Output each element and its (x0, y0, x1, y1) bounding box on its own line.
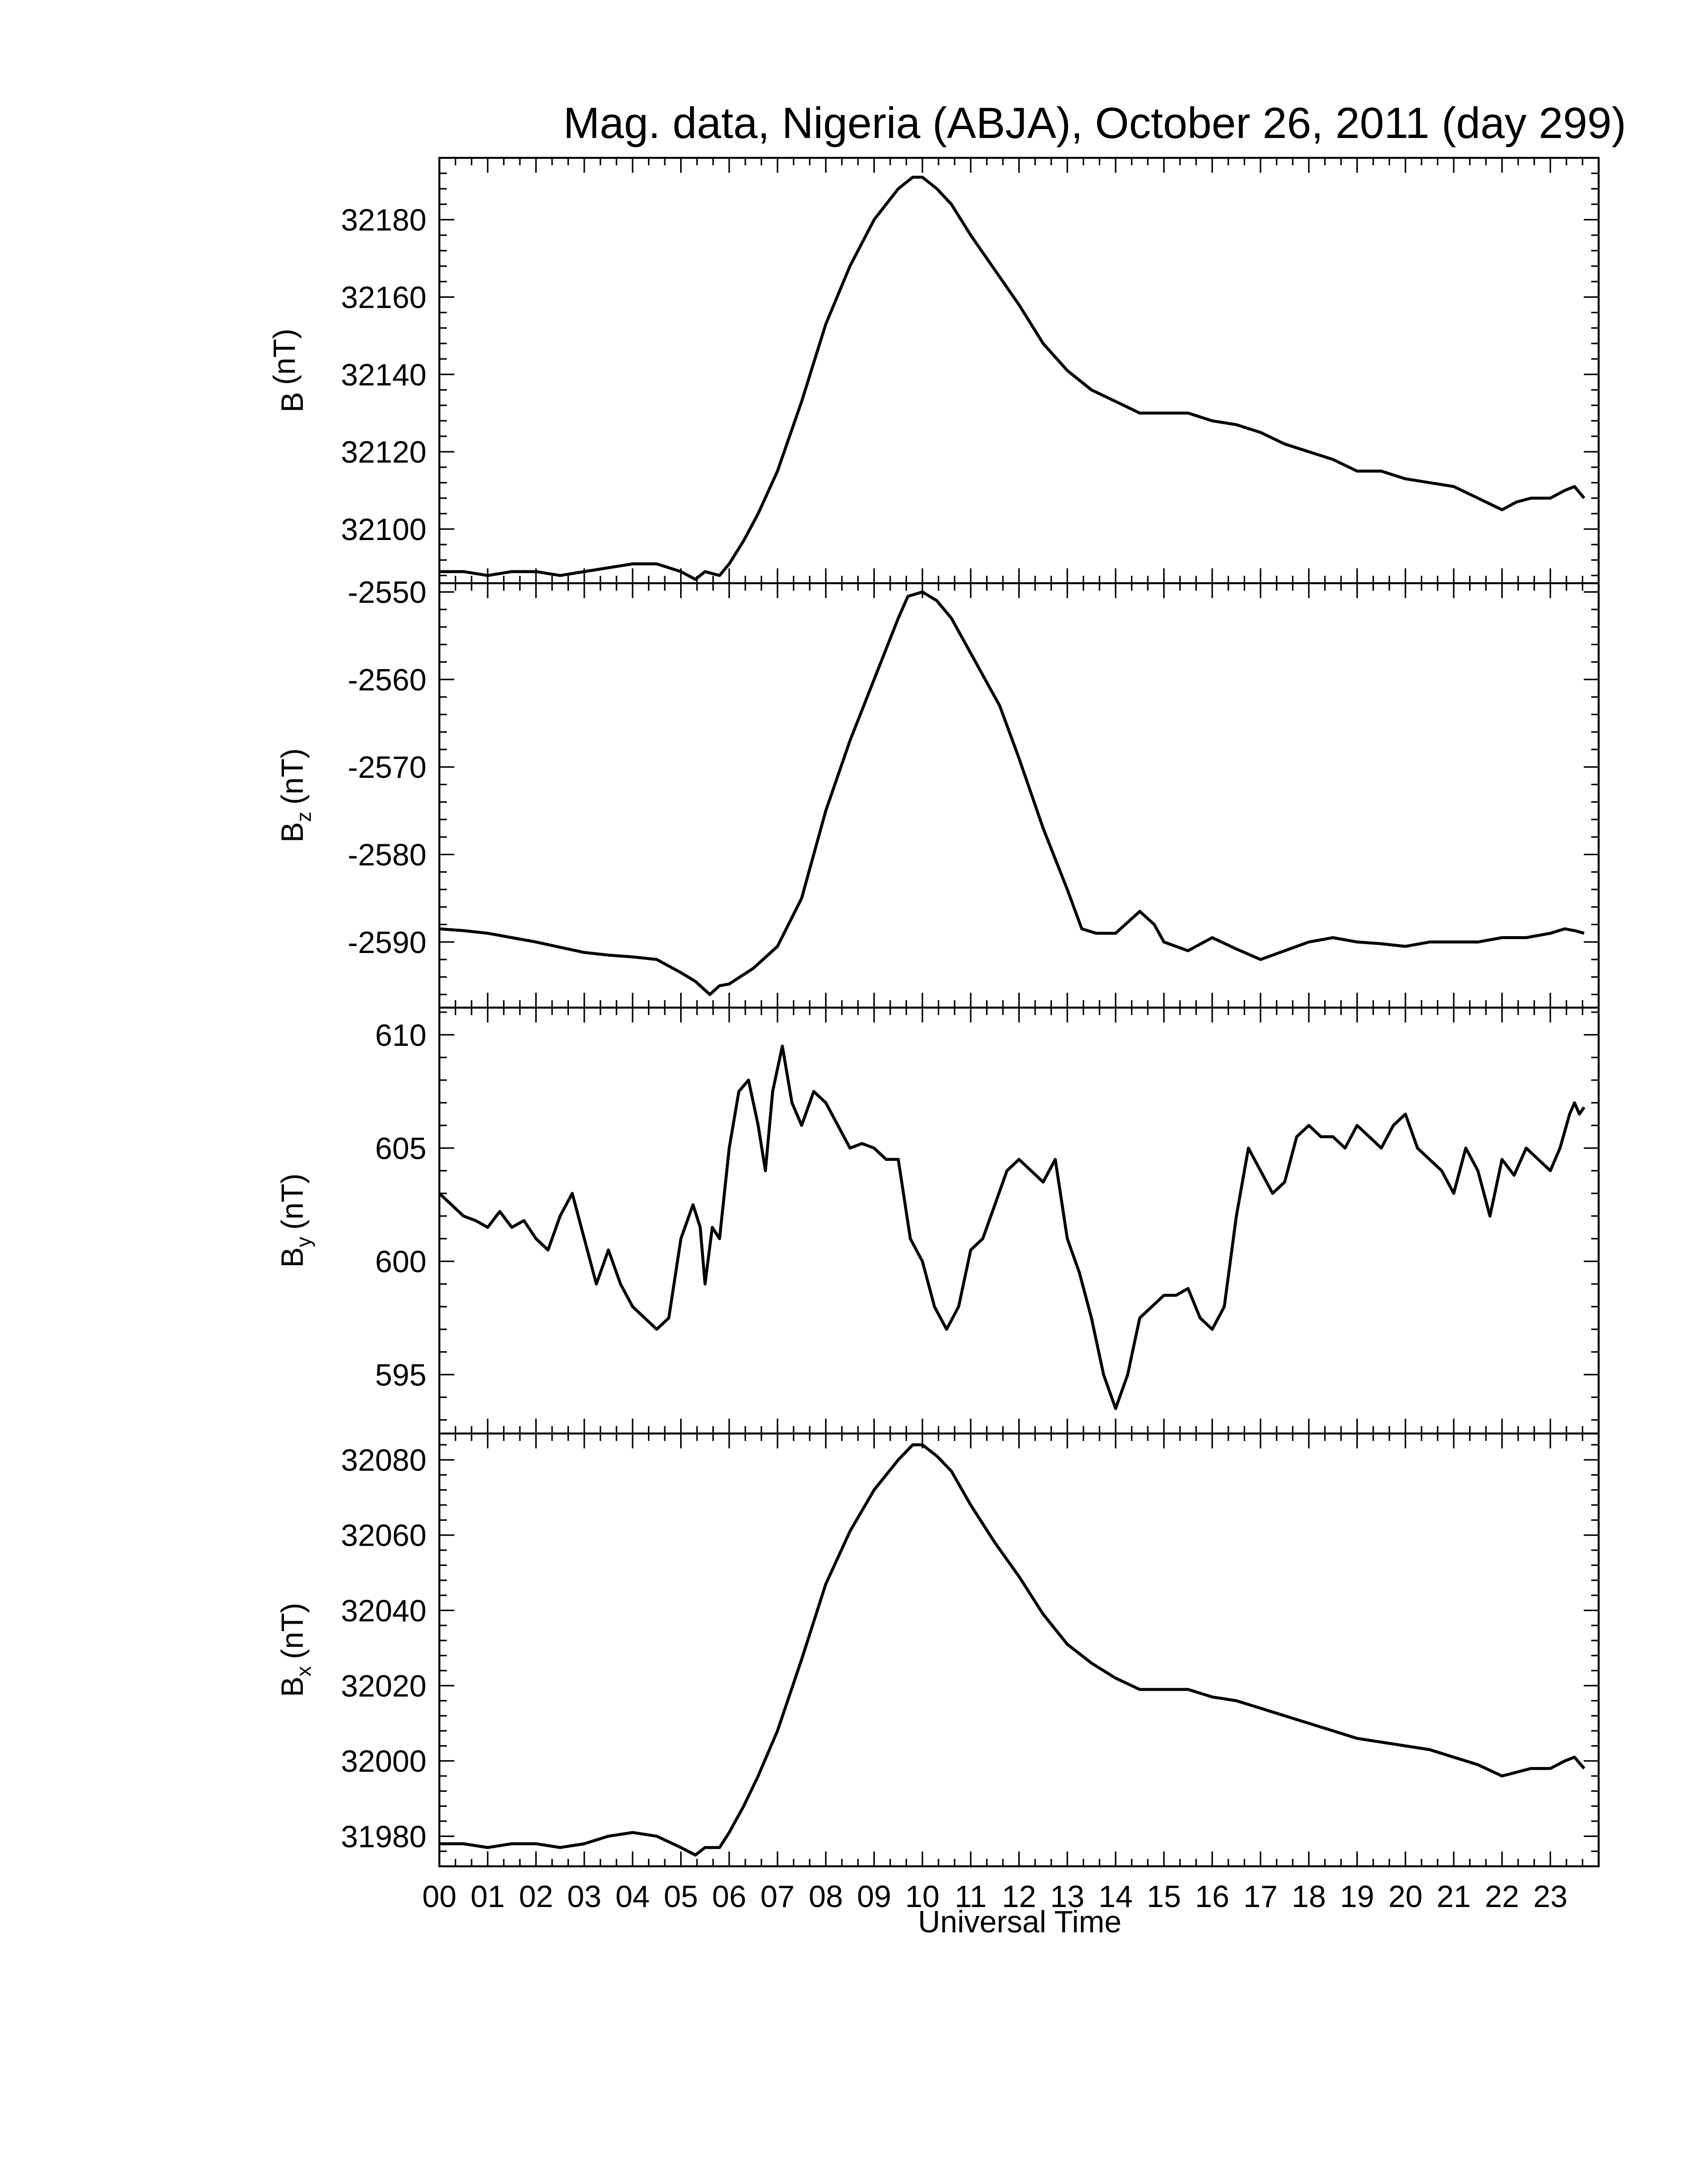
panel-by-series-line (439, 1046, 1584, 1409)
y-tick-label: 32060 (341, 1518, 426, 1553)
panel-bx-y-axis-main: B (276, 1676, 310, 1698)
panel-by-y-tick-labels (375, 1019, 426, 1393)
panel-b-y-axis-unit: (nT) (268, 328, 302, 385)
panel-bz (276, 576, 1599, 1008)
x-tick-label: 09 (857, 1880, 892, 1914)
x-tick-label: 00 (422, 1880, 457, 1914)
panel-bz-y-axis-sub: z (292, 812, 315, 822)
y-tick-label: 610 (375, 1018, 426, 1053)
x-tick-label: 13 (1050, 1880, 1085, 1914)
x-tick-label: 15 (1146, 1880, 1181, 1914)
y-tick-label: 32100 (341, 512, 426, 547)
x-tick-label: 22 (1484, 1880, 1519, 1914)
x-tick-label: 06 (712, 1880, 747, 1914)
panel-bz-series-line (439, 592, 1584, 995)
y-tick-label: -2550 (348, 575, 426, 610)
panel-by-y-axis-sub: y (292, 1236, 315, 1247)
panel-bz-y-axis-unit: (nT) (276, 748, 310, 805)
panel-by-frame (439, 1008, 1599, 1433)
panel-by-ticks (439, 1008, 1599, 1433)
panel-bx-y-tick-labels (341, 1443, 426, 1854)
x-tick-label: 19 (1340, 1880, 1375, 1914)
x-tick-label: 12 (1002, 1880, 1036, 1914)
x-axis-label: Universal Time (918, 1905, 1122, 1939)
chart-title: Mag. data, Nigeria (ABJA), October 26, 2011 (day 299) (563, 98, 1626, 147)
y-tick-label: 32160 (341, 280, 426, 315)
x-tick-label: 10 (905, 1880, 940, 1914)
y-tick-label: 32120 (341, 435, 426, 470)
x-tick-label: 07 (760, 1880, 795, 1914)
x-tick-label: 02 (519, 1880, 554, 1914)
y-tick-label: 32180 (341, 203, 426, 238)
panel-by-y-axis-main: B (276, 1247, 310, 1268)
x-tick-label: 01 (470, 1880, 505, 1914)
y-tick-label: 600 (375, 1245, 426, 1280)
panel-bx-y-axis-label (276, 1603, 315, 1697)
panel-bx-y-axis-sub: x (292, 1666, 315, 1677)
panel-b-y-axis-label (268, 329, 310, 412)
panel-by-y-axis-unit: (nT) (276, 1173, 310, 1230)
panel-b-frame (439, 158, 1599, 583)
x-tick-label: 17 (1243, 1880, 1278, 1914)
y-tick-label: 32000 (341, 1744, 426, 1779)
y-tick-label: -2570 (348, 751, 426, 785)
panel-bz-y-axis-main: B (276, 822, 310, 843)
x-tick-label: 08 (808, 1880, 843, 1914)
x-tick-label: 18 (1291, 1880, 1326, 1914)
panel-b-ticks (439, 158, 1599, 583)
panel-bz-y-axis-label (276, 748, 315, 842)
panel-by (276, 1008, 1599, 1433)
y-tick-label: 595 (375, 1358, 426, 1393)
y-tick-label: 32040 (341, 1594, 426, 1629)
panel-b-series-line (439, 177, 1584, 579)
y-tick-label: -2590 (348, 925, 426, 960)
y-tick-label: 31980 (341, 1820, 426, 1854)
x-tick-label: 03 (567, 1880, 602, 1914)
panel-bx-series-line (439, 1445, 1584, 1855)
x-tick-label: 20 (1388, 1880, 1423, 1914)
panel-b-y-tick-labels (341, 204, 426, 547)
panel-by-y-axis-label (276, 1173, 315, 1268)
x-tick-label: 04 (615, 1880, 650, 1914)
y-tick-label: -2560 (348, 663, 426, 697)
y-tick-label: 32020 (341, 1669, 426, 1704)
panel-bz-y-tick-labels (348, 576, 426, 960)
x-tick-label: 21 (1436, 1880, 1471, 1914)
panel-bx-frame (439, 1433, 1599, 1866)
x-tick-label: 05 (663, 1880, 698, 1914)
y-tick-label: -2580 (348, 838, 426, 873)
panel-bx (276, 1433, 1599, 1866)
x-tick-label: 23 (1533, 1880, 1568, 1914)
x-tick-label: 11 (955, 1880, 987, 1914)
x-tick-label: 16 (1195, 1880, 1230, 1914)
panel-bx-ticks (439, 1433, 1599, 1866)
panel-bx-y-axis-unit: (nT) (276, 1602, 310, 1659)
panel-b (268, 158, 1599, 583)
panel-b-y-axis-main: B (276, 392, 310, 413)
y-tick-label: 32080 (341, 1443, 426, 1478)
y-tick-label: 605 (375, 1131, 426, 1166)
y-tick-label: 32140 (341, 358, 426, 393)
x-tick-label: 14 (1098, 1880, 1133, 1914)
